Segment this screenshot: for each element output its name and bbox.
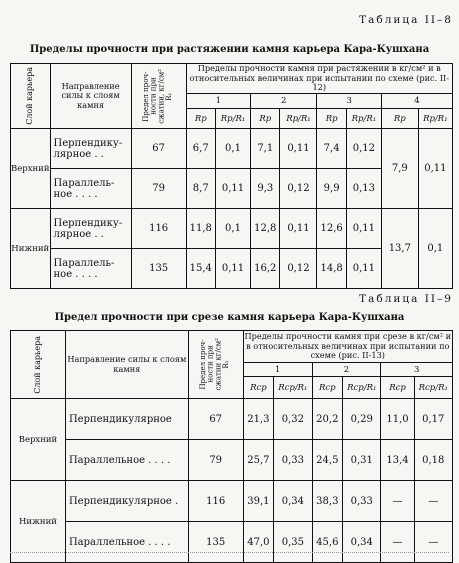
- sub-ratio: Rр/R₁: [215, 109, 250, 129]
- col-header-compression: Предел проч- ности при сжатии кг/см² R₁: [188, 331, 243, 399]
- table-title-1: Пределы прочности при растяжении камня карьера Кара-Кушхана: [29, 44, 430, 55]
- r1-cell: 79: [131, 169, 186, 209]
- table-row: [11, 209, 453, 249]
- value-cell: 0,33: [274, 440, 312, 481]
- value-cell: 0,11: [280, 209, 317, 249]
- table-number-2: Таблица II–9: [359, 293, 453, 305]
- direction-cell: Параллель-ное . . . .: [50, 249, 131, 289]
- value-cell: 0,13: [346, 169, 381, 209]
- col-header-layer: Слой карьера: [11, 331, 66, 399]
- value-cell: 0,11: [346, 209, 381, 249]
- scheme-1: 1: [186, 94, 251, 109]
- value-cell: 45,6: [312, 522, 343, 563]
- col-header-group: Пределы прочности камня при срезе в кг/см² и в относительных величинах при испытании по схеме (рис. II-13): [243, 331, 452, 363]
- tensile-strength-table: [10, 63, 453, 289]
- value-cell: 0,12: [280, 249, 317, 289]
- r1-cell: 116: [188, 481, 243, 522]
- layer-cell: Нижний: [11, 481, 66, 563]
- value-cell: 12,8: [251, 209, 280, 249]
- value-cell: 20,2: [312, 399, 343, 440]
- sub-ratio: Rр/R₁: [346, 109, 381, 129]
- value-cell: 47,0: [243, 522, 274, 563]
- layer-cell: Верхний: [11, 129, 51, 209]
- sub-ratio: Rр/R₁: [418, 109, 452, 129]
- value-cell: 9,3: [251, 169, 280, 209]
- value-cell: 9,9: [317, 169, 346, 209]
- sub-rcp: Rср: [243, 377, 274, 399]
- merged-value-cell: 0,1: [418, 209, 452, 289]
- value-cell: —: [414, 522, 452, 563]
- value-cell: 0,11: [280, 129, 317, 169]
- value-cell: 21,3: [243, 399, 274, 440]
- value-cell: 39,1: [243, 481, 274, 522]
- table-row: [11, 440, 453, 481]
- direction-cell: Параллель-ное . . . .: [50, 169, 131, 209]
- value-cell: 12,6: [317, 209, 346, 249]
- value-cell: 0,34: [343, 522, 381, 563]
- table-number-1: Таблица II–8: [359, 14, 453, 26]
- value-cell: 8,7: [186, 169, 215, 209]
- sub-ratio: Rср/R₁: [414, 377, 452, 399]
- sub-rp: Rр: [381, 109, 418, 129]
- value-cell: 0,12: [280, 169, 317, 209]
- sub-rcp: Rср: [312, 377, 343, 399]
- value-cell: 0,33: [343, 481, 381, 522]
- value-cell: 0,34: [274, 481, 312, 522]
- table-row: [11, 129, 453, 169]
- col-header-direction: Направление силы к слоям камня: [65, 331, 188, 399]
- value-cell: 0,1: [215, 209, 250, 249]
- table-row: [11, 522, 453, 563]
- direction-cell: Параллельное . . . .: [65, 440, 188, 481]
- value-cell: —: [381, 522, 414, 563]
- scheme-1: 1: [243, 363, 312, 377]
- value-cell: 0,12: [346, 129, 381, 169]
- value-cell: 16,2: [251, 249, 280, 289]
- sub-rp: Rр: [186, 109, 215, 129]
- value-cell: 14,8: [317, 249, 346, 289]
- value-cell: 11,0: [381, 399, 414, 440]
- sub-ratio: Rр/R₁: [280, 109, 317, 129]
- value-cell: 11,8: [186, 209, 215, 249]
- value-cell: 24,5: [312, 440, 343, 481]
- value-cell: 7,1: [251, 129, 280, 169]
- col-header-layer: Слой карьера: [11, 64, 51, 129]
- col-header-group: Пределы прочности камня при растяжении в кг/см² и в относительных величинах при испытании по схеме (рис. II-12): [186, 64, 452, 94]
- value-cell: 15,4: [186, 249, 215, 289]
- value-cell: 0,29: [343, 399, 381, 440]
- r1-cell: 135: [188, 522, 243, 563]
- value-cell: 7,4: [317, 129, 346, 169]
- value-cell: 0,18: [414, 440, 452, 481]
- value-cell: 0,11: [215, 169, 250, 209]
- direction-cell: Перпендику-лярное . .: [50, 209, 131, 249]
- merged-value-cell: 13,7: [381, 209, 418, 289]
- layer-cell: Нижний: [11, 209, 51, 289]
- sub-rp: Rр: [317, 109, 346, 129]
- direction-cell: Перпендикулярное: [65, 399, 188, 440]
- merged-value-cell: 0,11: [418, 129, 452, 209]
- value-cell: 0,11: [215, 249, 250, 289]
- value-cell: 38,3: [312, 481, 343, 522]
- value-cell: —: [414, 481, 452, 522]
- table-row: [11, 481, 453, 522]
- direction-cell: Параллельное . . . .: [65, 522, 188, 563]
- value-cell: 0,17: [414, 399, 452, 440]
- col-header-direction: Направление силы к слоям камня: [50, 64, 131, 129]
- value-cell: 0,32: [274, 399, 312, 440]
- scheme-3: 3: [317, 94, 382, 109]
- scheme-3: 3: [381, 363, 453, 377]
- table-row: [11, 399, 453, 440]
- r1-cell: 67: [131, 129, 186, 169]
- scheme-2: 2: [312, 363, 381, 377]
- scheme-2: 2: [251, 94, 317, 109]
- r1-cell: 67: [188, 399, 243, 440]
- sub-rp: Rр: [251, 109, 280, 129]
- r1-cell: 116: [131, 209, 186, 249]
- col-header-compression: Предел проч- ности при сжатии, кг/см² R₁: [131, 64, 186, 129]
- value-cell: 25,7: [243, 440, 274, 481]
- value-cell: 0,31: [343, 440, 381, 481]
- r1-cell: 79: [188, 440, 243, 481]
- r1-cell: 135: [131, 249, 186, 289]
- sub-rcp: Rср: [381, 377, 414, 399]
- page-bottom-divider: [10, 552, 449, 553]
- layer-cell: Верхний: [11, 399, 66, 481]
- sub-ratio: Rср/R₁: [274, 377, 312, 399]
- direction-cell: Перпендикулярное .: [65, 481, 188, 522]
- scheme-4: 4: [381, 94, 452, 109]
- value-cell: 13,4: [381, 440, 414, 481]
- table-title-2: Предел прочности при срезе камня карьера Кара-Кушхана: [54, 312, 405, 323]
- merged-value-cell: 7,9: [381, 129, 418, 209]
- shear-strength-table: [10, 330, 453, 563]
- value-cell: 6,7: [186, 129, 215, 169]
- sub-ratio: Rср/R₁: [343, 377, 381, 399]
- value-cell: 0,35: [274, 522, 312, 563]
- value-cell: 0,11: [346, 249, 381, 289]
- value-cell: —: [381, 481, 414, 522]
- value-cell: 0,1: [215, 129, 250, 169]
- direction-cell: Перпендику-лярное . .: [50, 129, 131, 169]
